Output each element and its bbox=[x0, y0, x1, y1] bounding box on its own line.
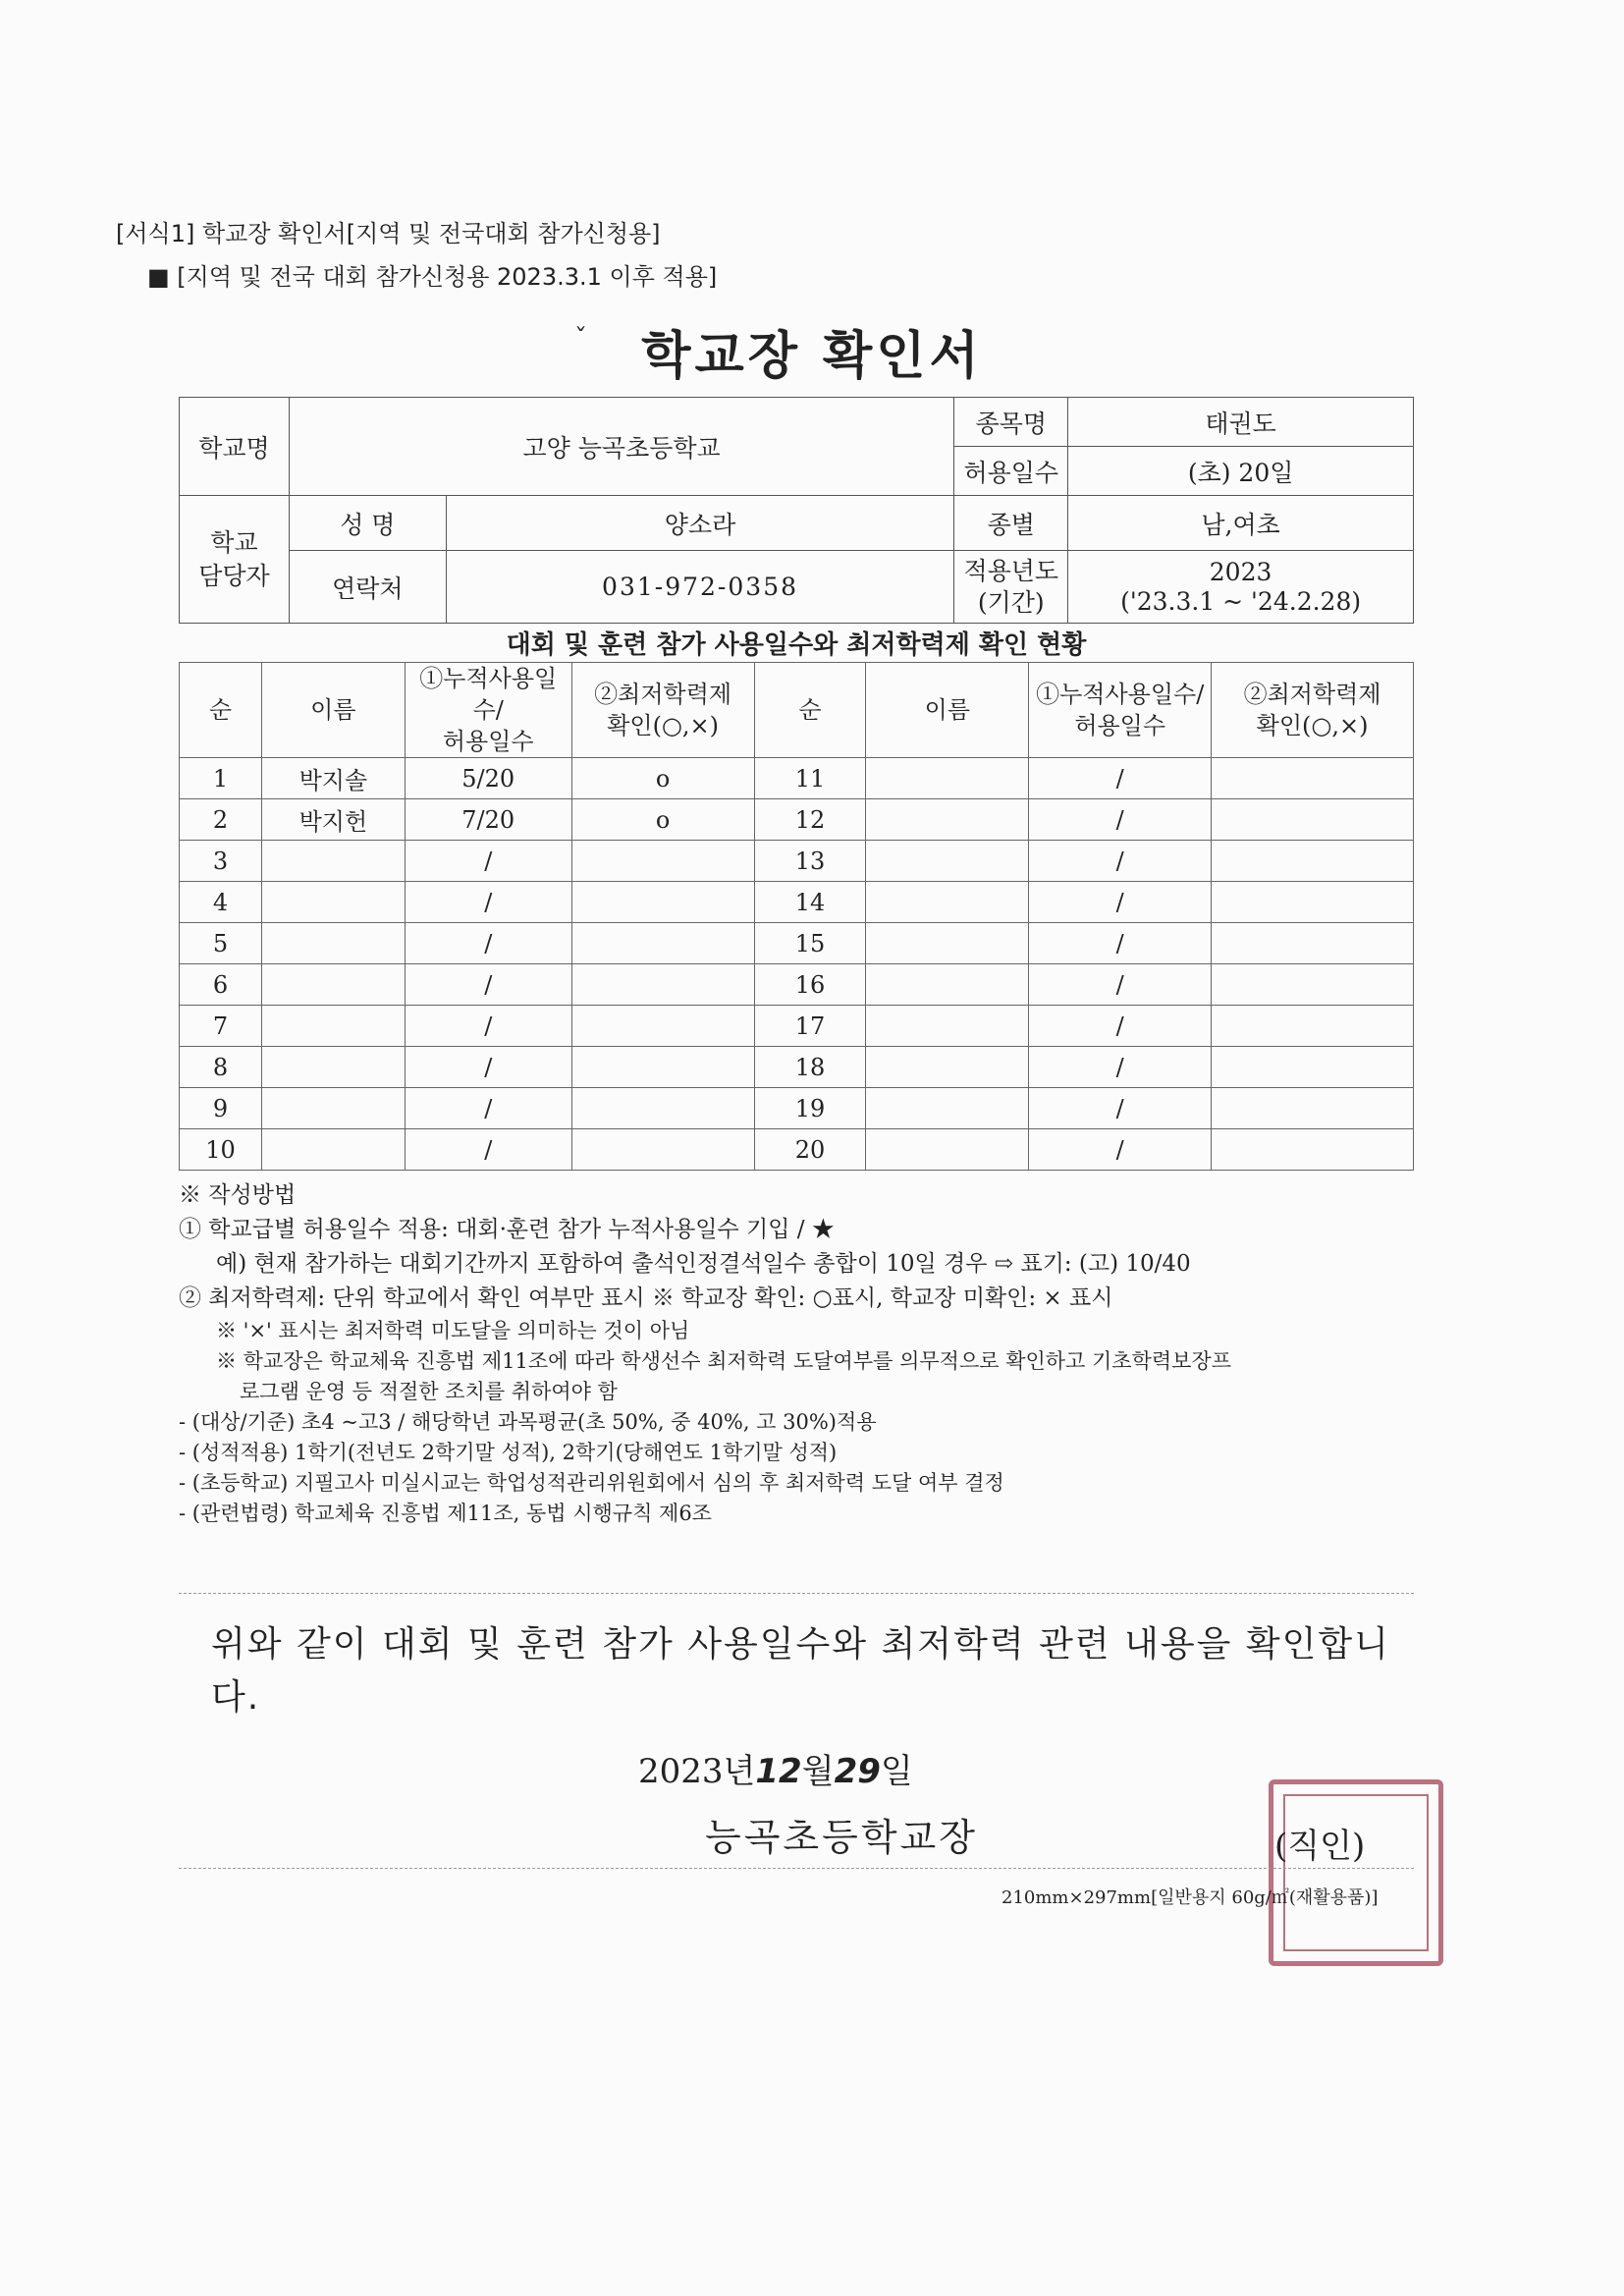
school-label: 학교명 bbox=[180, 398, 290, 496]
cell-ok bbox=[571, 964, 754, 1006]
col-min-line1: ②최저학력제 bbox=[594, 681, 732, 708]
cell-days: 5/20 bbox=[405, 758, 571, 799]
cell-days: / bbox=[405, 1088, 571, 1129]
cell-no: 17 bbox=[754, 1006, 866, 1047]
col-days-line2: 허용일수 bbox=[1074, 712, 1166, 739]
date-day-label: 일 bbox=[880, 1752, 913, 1791]
cell-ok: o bbox=[571, 799, 754, 841]
cell-name bbox=[261, 923, 405, 964]
allowed-days-label: 허용일수 bbox=[954, 447, 1068, 496]
cell-name bbox=[261, 841, 405, 882]
seal-inner-border bbox=[1283, 1794, 1429, 1951]
cell-ok bbox=[1212, 758, 1414, 799]
cell-no: 6 bbox=[180, 964, 262, 1006]
cell-no: 12 bbox=[754, 799, 866, 841]
note-1: ① 학교급별 허용일수 적용: 대회·훈련 참가 누적사용일수 기입 / ★ bbox=[179, 1217, 835, 1242]
status-table bbox=[179, 662, 1414, 1171]
period-range: ('23.3.1 ~ '24.2.28) bbox=[1120, 586, 1362, 616]
school-value: 고양 능곡초등학교 bbox=[289, 398, 953, 496]
cell-days: / bbox=[1029, 1088, 1212, 1129]
col-no-2: 순 bbox=[754, 663, 866, 758]
paper-spec: 210mm×297mm[일반용지 60g/㎡(재활용품)] bbox=[1001, 1887, 1379, 1908]
cell-no: 7 bbox=[180, 1006, 262, 1047]
notes-heading: ※ 작성방법 bbox=[179, 1182, 297, 1208]
col-days-2 bbox=[1029, 663, 1212, 758]
gender-label: 종별 bbox=[954, 496, 1068, 551]
cell-no: 8 bbox=[180, 1047, 262, 1088]
contact-value: 031-972-0358 bbox=[446, 551, 954, 624]
cell-days: / bbox=[405, 1047, 571, 1088]
table-row bbox=[180, 923, 1414, 964]
allowed-days-value: (초) 20일 bbox=[1068, 447, 1414, 496]
cell-no: 3 bbox=[180, 841, 262, 882]
date-year: 2023년 bbox=[638, 1752, 756, 1791]
period-year: 2023 bbox=[1209, 557, 1272, 586]
cell-no: 19 bbox=[754, 1088, 866, 1129]
cell-name bbox=[261, 882, 405, 923]
cell-days: / bbox=[405, 882, 571, 923]
cell-no: 2 bbox=[180, 799, 262, 841]
cell-days: / bbox=[1029, 799, 1212, 841]
table-row bbox=[180, 882, 1414, 923]
note-2-b-cont: 로그램 운영 등 적절한 조치를 취하여야 함 bbox=[240, 1380, 618, 1403]
cell-name bbox=[261, 964, 405, 1006]
cell-ok bbox=[571, 1047, 754, 1088]
col-min-line1: ②최저학력제 bbox=[1243, 681, 1381, 708]
cell-name bbox=[866, 1006, 1029, 1047]
table-row bbox=[180, 1006, 1414, 1047]
cell-ok bbox=[571, 882, 754, 923]
cell-name bbox=[261, 1006, 405, 1047]
table-row bbox=[180, 1047, 1414, 1088]
cell-days: / bbox=[1029, 882, 1212, 923]
table-row bbox=[180, 1088, 1414, 1129]
table-row bbox=[180, 841, 1414, 882]
table-row bbox=[180, 1129, 1414, 1171]
cell-days: 7/20 bbox=[405, 799, 571, 841]
cell-name bbox=[866, 799, 1029, 841]
cell-days: / bbox=[1029, 1129, 1212, 1171]
detail-3: - (초등학교) 지필고사 미실시교는 학업성적관리위원회에서 심의 후 최저학력 도달 여부 결정 bbox=[179, 1471, 1004, 1495]
cell-days: / bbox=[405, 841, 571, 882]
note-2: ② 최저학력제: 단위 학교에서 확인 여부만 표시 ※ 학교장 확인: ○표시, 학교장 미확인: × 표시 bbox=[179, 1285, 1113, 1311]
cell-name bbox=[866, 1129, 1029, 1171]
cell-no: 4 bbox=[180, 882, 262, 923]
cell-ok bbox=[1212, 1129, 1414, 1171]
cell-name bbox=[261, 1129, 405, 1171]
apply-note: ■ [지역 및 전국 대회 참가신청용 2023.3.1 이후 적용] bbox=[147, 263, 718, 291]
cell-ok bbox=[1212, 964, 1414, 1006]
cell-days: / bbox=[1029, 758, 1212, 799]
confirm-text: 위와 같이 대회 및 훈련 참가 사용일수와 최저학력 관련 내용을 확인합니다. bbox=[211, 1624, 1390, 1718]
cell-no: 14 bbox=[754, 882, 866, 923]
col-name: 이름 bbox=[261, 663, 405, 758]
table-row bbox=[180, 758, 1414, 799]
cell-name bbox=[866, 964, 1029, 1006]
cell-days: / bbox=[1029, 1006, 1212, 1047]
cell-days: / bbox=[1029, 841, 1212, 882]
col-days bbox=[405, 663, 571, 758]
cell-ok bbox=[1212, 923, 1414, 964]
col-min-2 bbox=[1212, 663, 1414, 758]
cell-no: 15 bbox=[754, 923, 866, 964]
cell-no: 16 bbox=[754, 964, 866, 1006]
cell-no: 11 bbox=[754, 758, 866, 799]
cell-name bbox=[261, 1047, 405, 1088]
col-days-line1: ①누적사용일수/ bbox=[419, 665, 558, 724]
period-label: 적용년도 (기간) bbox=[954, 551, 1068, 624]
cell-days: / bbox=[1029, 923, 1212, 964]
detail-4: - (관련법령) 학교체육 진흥법 제11조, 동법 시행규칙 제6조 bbox=[179, 1502, 712, 1525]
page-title: 학교장 확인서 bbox=[641, 327, 983, 386]
cell-days: / bbox=[405, 964, 571, 1006]
status-header-row bbox=[180, 663, 1414, 758]
cell-days: / bbox=[1029, 1047, 1212, 1088]
cell-days: / bbox=[405, 1006, 571, 1047]
cell-name bbox=[866, 841, 1029, 882]
cell-name bbox=[866, 1047, 1029, 1088]
cell-ok bbox=[1212, 799, 1414, 841]
form-label: [서식1] 학교장 확인서[지역 및 전국대회 참가신청용] bbox=[116, 220, 661, 247]
cell-ok bbox=[1212, 1088, 1414, 1129]
tick-mark: ˇ bbox=[574, 324, 587, 354]
cell-ok bbox=[1212, 1047, 1414, 1088]
cell-name: 박지헌 bbox=[261, 799, 405, 841]
col-no: 순 bbox=[180, 663, 262, 758]
divider-bottom bbox=[179, 1868, 1414, 1869]
note-1-example: 예) 현재 참가하는 대회기간까지 포함하여 출석인정결석일수 총합이 10일 경우 ⇨ 표기: (고) 10/40 bbox=[216, 1251, 1191, 1277]
notes bbox=[179, 1178, 1426, 1529]
status-title: 대회 및 훈련 참가 사용일수와 최저학력제 확인 현황 bbox=[506, 630, 1087, 660]
cell-no: 1 bbox=[180, 758, 262, 799]
date-month-label: 월 bbox=[801, 1752, 835, 1791]
table-row bbox=[180, 799, 1414, 841]
note-2-b: ※ 학교장은 학교체육 진흥법 제11조에 따라 학생선수 최저학력 도달여부를 의무적으로 확인하고 기초학력보장프 bbox=[216, 1349, 1232, 1373]
cell-ok bbox=[1212, 841, 1414, 882]
event-value: 태권도 bbox=[1068, 398, 1414, 447]
cell-name bbox=[866, 882, 1029, 923]
cell-ok bbox=[571, 923, 754, 964]
table-row bbox=[180, 964, 1414, 1006]
col-min-line2: 확인(○,×) bbox=[1256, 712, 1369, 739]
seal-label: (직인) bbox=[1274, 1827, 1366, 1866]
cell-ok bbox=[1212, 1006, 1414, 1047]
cell-no: 10 bbox=[180, 1129, 262, 1171]
col-min-line2: 확인(○,×) bbox=[607, 712, 719, 739]
col-min bbox=[571, 663, 754, 758]
cell-days: / bbox=[1029, 964, 1212, 1006]
gender-value: 남,여초 bbox=[1068, 496, 1414, 551]
name-value: 양소라 bbox=[446, 496, 954, 551]
contact-label: 연락처 bbox=[289, 551, 446, 624]
date-day: 29 bbox=[834, 1752, 881, 1791]
name-label: 성 명 bbox=[289, 496, 446, 551]
cell-ok bbox=[1212, 882, 1414, 923]
principal-name: 능곡초등학교장 bbox=[705, 1816, 978, 1859]
cell-no: 18 bbox=[754, 1047, 866, 1088]
cell-name bbox=[261, 1088, 405, 1129]
cell-no: 9 bbox=[180, 1088, 262, 1129]
cell-ok bbox=[571, 1088, 754, 1129]
sign-date bbox=[638, 1744, 913, 1792]
col-name-2: 이름 bbox=[866, 663, 1029, 758]
official-seal-stamp bbox=[1269, 1779, 1443, 1966]
manager-label: 학교 담당자 bbox=[180, 496, 290, 624]
event-label: 종목명 bbox=[954, 398, 1068, 447]
period-value bbox=[1068, 551, 1414, 624]
col-days-line2: 허용일수 bbox=[442, 728, 534, 755]
cell-name bbox=[866, 1088, 1029, 1129]
cell-no: 5 bbox=[180, 923, 262, 964]
divider-top bbox=[179, 1593, 1414, 1594]
cell-ok bbox=[571, 1006, 754, 1047]
cell-ok bbox=[571, 1129, 754, 1171]
cell-no: 20 bbox=[754, 1129, 866, 1171]
cell-ok: o bbox=[571, 758, 754, 799]
cell-days: / bbox=[405, 923, 571, 964]
cell-no: 13 bbox=[754, 841, 866, 882]
cell-days: / bbox=[405, 1129, 571, 1171]
col-days-line1: ①누적사용일수/ bbox=[1036, 681, 1205, 708]
cell-ok bbox=[571, 841, 754, 882]
detail-1: - (대상/기준) 초4 ~고3 / 해당학년 과목평균(초 50%, 중 40%, 고 30%)적용 bbox=[179, 1410, 877, 1434]
date-month: 12 bbox=[755, 1752, 802, 1791]
detail-2: - (성적적용) 1학기(전년도 2학기말 성적), 2학기(당해연도 1학기말 성적) bbox=[179, 1441, 838, 1464]
info-table bbox=[179, 397, 1414, 624]
cell-name bbox=[866, 923, 1029, 964]
cell-name bbox=[866, 758, 1029, 799]
note-2-a: ※ '×' 표시는 최저학력 미도달을 의미하는 것이 아님 bbox=[216, 1319, 690, 1342]
cell-name: 박지솔 bbox=[261, 758, 405, 799]
